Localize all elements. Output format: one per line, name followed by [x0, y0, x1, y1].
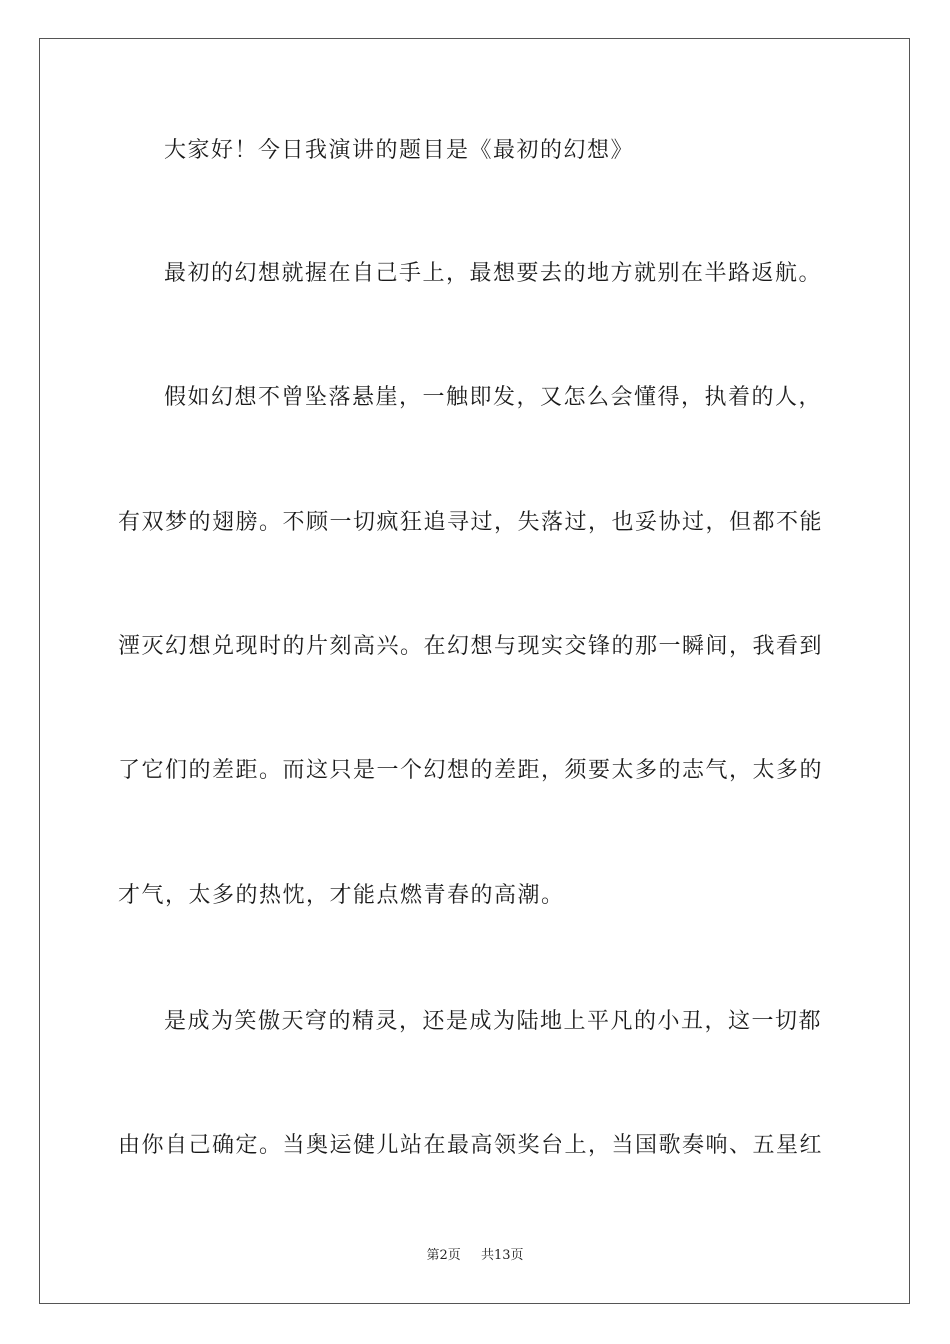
paragraph-line: 了它们的差距。而这只是一个幻想的差距，须要太多的志气，太多的	[118, 758, 824, 783]
paragraph-line: 有双梦的翅膀。不顾一切疯狂追寻过，失落过，也妥协过，但都不能	[118, 510, 824, 535]
paragraph-line: 最初的幻想就握在自己手上，最想要去的地方就别在半路返航。	[164, 261, 823, 286]
paragraph-line-greeting: 大家好！今日我演讲的题目是《最初的幻想》	[164, 138, 635, 163]
page-footer	[0, 1247, 950, 1265]
paragraph-line: 由你自己确定。当奥运健儿站在最高领奖台上，当国歌奏响、五星红	[118, 1133, 824, 1158]
paragraph-line: 假如幻想不曾坠落悬崖，一触即发，又怎么会懂得，执着的人，	[164, 385, 823, 410]
paragraph-line: 才气，太多的热忱，才能点燃青春的高潮。	[118, 883, 565, 908]
total-pages: 共13页	[480, 1248, 524, 1263]
paragraph-line: 是成为笑傲天穹的精灵，还是成为陆地上平凡的小丑，这一切都	[164, 1009, 823, 1034]
paragraph-line: 湮灭幻想兑现时的片刻高兴。在幻想与现实交锋的那一瞬间，我看到	[118, 634, 824, 659]
page-border	[39, 38, 910, 1304]
page-number: 第2页	[426, 1248, 461, 1263]
